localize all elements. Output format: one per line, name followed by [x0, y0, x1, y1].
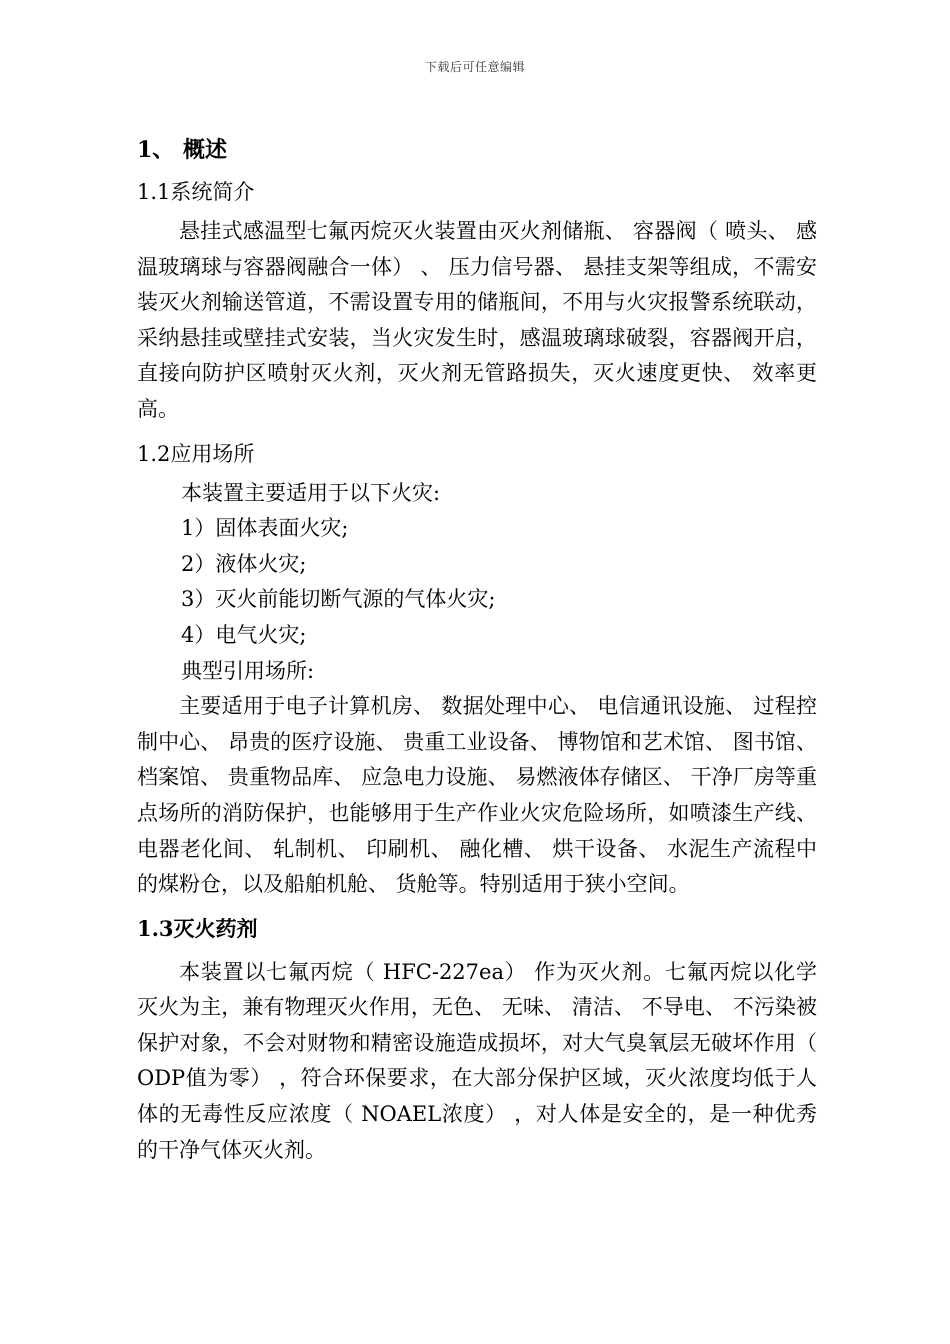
- list-item: 3）灭火前能切断气源的气体火灾;: [181, 587, 496, 612]
- section-1-heading: [137, 130, 817, 170]
- section-1-3-heading: 1.3灭火药剂: [137, 915, 258, 941]
- section-1-2-heading: 1.2应用场所: [137, 441, 255, 466]
- typical-places-label: 典型引用场所:: [181, 658, 315, 683]
- list-item: 2）液体火灾;: [181, 551, 307, 576]
- list-item: 4）电气火灾;: [181, 622, 307, 647]
- section-1-2-paragraph: 主要适用于电子计算机房、 数据处理中心、 电信通讯设施、 过程控制中心、 昂贵的医疗设施、 贵重工业设备、 博物馆和艺术馆、 图书馆、 档案馆、 贵重物品库、 应急电力设施、 易燃液体存储区、 干净厂房等重点场所的消防保护，也能够用于生产作业火灾危险场所，如喷漆生产线、 电器老化间、 轧制机、 印刷机、 融化槽、 烘干设备、 水泥生产流程中的煤粉仓，以及船舶机舱、 货舱等。特别适用于狭小空间。: [137, 694, 817, 897]
- section-1-1-paragraph: 悬挂式感温型七氟丙烷灭火装置由灭火剂储瓶、 容器阀（ 喷头、 感温玻璃球与容器阀融合一体） 、 压力信号器、 悬挂支架等组成，不需安装灭火剂输送管道，不需设置专用的储瓶间，不用与火灾报警系统联动，采纳悬挂或壁挂式安装，当火灾发生时，感温玻璃球破裂，容器阀开启，直接向防护区喷射灭火剂，灭火剂无管路损失，灭火速度更快、 效率更高。: [137, 219, 817, 421]
- section-1-1-heading: 1.1系统简介: [137, 180, 255, 204]
- section-1-title: 概述: [183, 137, 228, 163]
- section-1-number: 1、: [137, 137, 175, 163]
- list-item: 1）固体表面火灾;: [181, 516, 349, 541]
- header-note: 下载后可任意编辑: [424, 60, 525, 74]
- section-1-2-intro: 本装置主要适用于以下火灾:: [181, 480, 441, 505]
- section-1-3-paragraph: 本装置以七氟丙烷（ HFC-227ea） 作为灭火剂。七氟丙烷以化学灭火为主，兼有物理灭火作用，无色、 无味、 清洁、 不导电、 不污染被保护对象，不会对财物和精密设施造成损坏，对大气臭氧层无破坏作用（ ODP值为零） ，符合环保要求，在大部分保护区域，灭火浓度均低于人体的无毒性反应浓度（ NOAEL浓度） ，对人体是安全的，是一种优秀的干净气体灭火剂。: [137, 959, 817, 1162]
- document-body: [137, 130, 817, 1168]
